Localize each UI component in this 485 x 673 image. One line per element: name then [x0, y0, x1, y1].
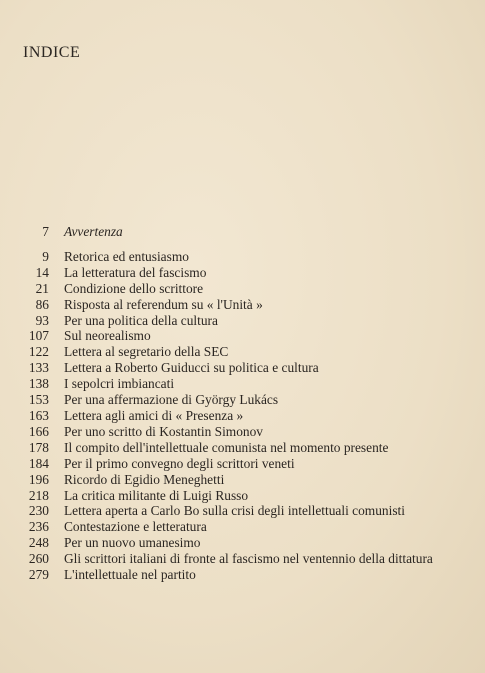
toc-entry: [20, 503, 470, 519]
toc-page-number: 260: [28, 551, 49, 567]
toc-entry-title: Gli scrittori italiani di fronte al fascismo nel ventennio della dittatura: [64, 551, 433, 567]
toc-page-number: 178: [28, 439, 49, 455]
toc-entry: [20, 376, 470, 392]
toc-entry-title: L'intellettuale nel partito: [64, 567, 196, 583]
table-of-contents: [20, 224, 470, 583]
toc-entry: [20, 360, 470, 376]
toc-entry: [20, 344, 470, 360]
toc-entry-title: Avvertenza: [64, 224, 123, 239]
toc-entry-title: Per una affermazione di György Lukács: [64, 392, 279, 408]
toc-page-number: 7: [42, 224, 49, 239]
toc-entry: [20, 392, 470, 408]
toc-page-number: 184: [28, 455, 49, 471]
toc-page-number: 9: [42, 248, 49, 264]
toc-entry: [20, 551, 470, 567]
toc-entry-title: Per uno scritto di Kostantin Simonov: [64, 423, 263, 439]
page-title: INDICE: [23, 44, 81, 61]
toc-entry-title: Retorica ed entusiasmo: [64, 248, 189, 264]
toc-page-number: 236: [28, 519, 49, 535]
toc-entry-title: Sul neorealismo: [64, 328, 151, 344]
toc-page-number: 218: [28, 487, 49, 503]
toc-entry-title: I sepolcri imbiancati: [64, 376, 175, 392]
toc-entry-title: Lettera agli amici di « Presenza »: [64, 407, 244, 423]
toc-entry: [20, 440, 470, 456]
toc-page-number: 153: [28, 392, 49, 408]
toc-entry-title: Risposta al referendum su « l'Unità »: [64, 296, 263, 312]
toc-entry-title: Per un nuovo umanesimo: [64, 535, 201, 551]
toc-entry: [20, 567, 470, 583]
toc-page-number: 248: [28, 535, 49, 551]
toc-entry-title: La critica militante di Luigi Russo: [64, 487, 249, 503]
toc-page-number: 163: [28, 407, 49, 423]
toc-entry: [20, 313, 470, 329]
toc-page-number: 138: [28, 376, 49, 392]
toc-entry-title: Il compito dell'intellettuale comunista nel momento presente: [64, 439, 389, 455]
toc-entry-title: Lettera a Roberto Guiducci su politica e cultura: [64, 360, 319, 376]
toc-entry: [20, 297, 470, 313]
toc-page-number: 166: [28, 423, 49, 439]
toc-entry: [20, 281, 470, 297]
toc-entry-title: Per il primo convegno degli scrittori veneti: [64, 455, 295, 471]
toc-entry: [20, 328, 470, 344]
toc-entry: [20, 224, 470, 240]
toc-page-number: 279: [28, 567, 49, 583]
toc-entry: [20, 265, 470, 281]
toc-entry: [20, 535, 470, 551]
toc-entry: [20, 249, 470, 265]
toc-entry-title: La letteratura del fascismo: [64, 264, 207, 280]
toc-page-number: 21: [35, 280, 49, 296]
toc-page-number: 107: [28, 328, 49, 344]
toc-page-number: 93: [35, 312, 49, 328]
toc-entry: [20, 519, 470, 535]
toc-entry-title: Lettera al segretario della SEC: [64, 344, 229, 360]
toc-page-number: 14: [35, 264, 49, 280]
toc-page-number: 230: [28, 503, 49, 519]
toc-entry: [20, 488, 470, 504]
toc-entry-title: Contestazione e letteratura: [64, 519, 207, 535]
toc-entry-title: Per una politica della cultura: [64, 312, 218, 328]
toc-entry: [20, 456, 470, 472]
toc-entry-title: Ricordo di Egidio Meneghetti: [64, 471, 225, 487]
toc-entry-title: Condizione dello scrittore: [64, 280, 204, 296]
toc-page-number: 196: [28, 471, 49, 487]
toc-page-number: 133: [28, 360, 49, 376]
toc-entry: [20, 408, 470, 424]
toc-entry-title: Lettera aperta a Carlo Bo sulla crisi degli intellettuali comunisti: [64, 503, 405, 519]
toc-entry: [20, 472, 470, 488]
toc-page-number: 122: [28, 344, 49, 360]
toc-page-number: 86: [35, 296, 49, 312]
toc-entry: [20, 424, 470, 440]
